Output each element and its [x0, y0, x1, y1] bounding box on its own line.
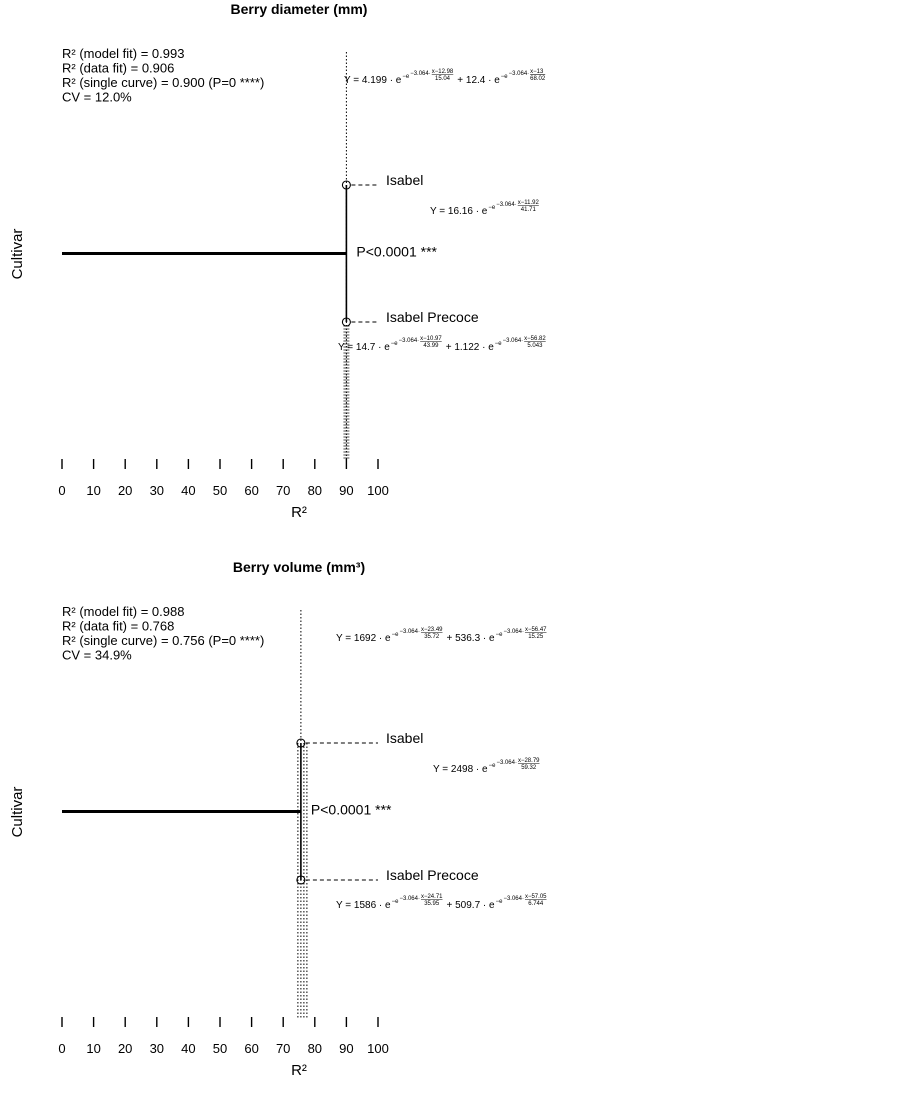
equation-term-2: + 509.7 · e	[446, 900, 495, 911]
x-tick-label-70: 70	[275, 483, 291, 498]
equation-rate-2: −3.064·	[502, 338, 524, 344]
x-tick-label-10: 10	[86, 483, 101, 498]
x-tick-label-80: 80	[307, 483, 323, 498]
stat-line-1: R² (data fit) = 0.906	[62, 60, 175, 76]
x-tick-label-50: 50	[212, 483, 228, 498]
equation-term-1: Y = 2498 · e	[433, 764, 488, 775]
chart-title: Berry diameter (mm)	[230, 1, 368, 17]
volume-chart	[0, 558, 902, 1078]
equation-rate-2: −3.064·	[508, 71, 530, 77]
x-tick-label-30: 30	[149, 483, 165, 498]
equation-exponent-1: −e	[391, 632, 399, 638]
equation-denominator-1: 35.95	[424, 901, 440, 907]
equation-denominator-2: 15.25	[528, 634, 544, 640]
isabel-precoce-equation	[338, 336, 546, 353]
equation-rate-1: −3.064·	[398, 338, 420, 344]
x-tick-label-10: 10	[86, 1041, 101, 1056]
equation-numerator-1: x−11.92	[517, 200, 539, 206]
x-tick-label-30: 30	[149, 1041, 165, 1056]
equation-numerator-1: x−23.49	[420, 627, 443, 633]
single-curve-equation	[336, 627, 547, 644]
cultivar-label-0: Isabel	[386, 172, 424, 188]
x-tick-label-70: 70	[275, 1041, 291, 1056]
equation-rate-2: −3.064·	[503, 896, 524, 902]
equation-term-2: + 536.3 · e	[446, 633, 495, 644]
x-tick-label-60: 60	[244, 1041, 259, 1056]
equation-rate-1: −3.064·	[399, 896, 420, 902]
equation-denominator-1: 15.04	[434, 76, 451, 82]
isabel-precoce-equation	[336, 894, 547, 911]
stat-line-2: R² (single curve) = 0.900 (P=0 ****)	[62, 75, 265, 90]
p-value-label: P<0.0001 ***	[310, 801, 392, 818]
x-tick-label-0: 0	[58, 483, 66, 498]
x-tick-label-80: 80	[307, 1041, 323, 1056]
equation-rate-2: −3.064·	[503, 629, 524, 635]
y-axis-label: Cultivar	[9, 228, 26, 280]
diameter-chart	[0, 0, 902, 520]
equation-exponent-1: −e	[402, 74, 410, 80]
equation-rate-1: −3.064·	[496, 760, 517, 766]
equation-denominator-1: 59.32	[521, 765, 537, 771]
equation-term-1: Y = 16.16 · e	[430, 206, 488, 217]
p-value-label: P<0.0001 ***	[356, 243, 437, 260]
equation-numerator-1: x−12.98	[431, 69, 454, 75]
equation-exponent-2: −e	[494, 341, 502, 347]
x-tick-label-100: 100	[367, 483, 389, 498]
y-axis-label: Cultivar	[9, 786, 26, 838]
equation-term-1: Y = 1586 · e	[336, 900, 391, 911]
stat-line-3: CV = 12.0%	[62, 89, 132, 105]
x-tick-label-40: 40	[181, 483, 196, 498]
equation-term-1: Y = 1692 · e	[336, 633, 391, 644]
equation-numerator-2: x−57.05	[524, 894, 547, 900]
equation-exponent-1: −e	[390, 341, 398, 347]
equation-exponent-1: −e	[391, 899, 399, 905]
equation-denominator-1: 43.99	[423, 343, 439, 349]
equation-exponent-2: −e	[495, 899, 503, 905]
equation-rate-1: −3.064·	[410, 71, 431, 77]
equation-denominator-1: 35.72	[424, 634, 440, 640]
isabel-equation	[430, 200, 539, 217]
cultivar-label-1: Isabel Precoce	[386, 309, 479, 325]
equation-term-2: + 12.4 · e	[457, 75, 500, 86]
equation-rate-1: −3.064·	[399, 629, 420, 635]
equation-numerator-2: x−13	[530, 69, 544, 75]
x-tick-label-50: 50	[212, 1041, 228, 1056]
chart-title: Berry volume (mm³)	[232, 559, 366, 575]
cultivar-label-0: Isabel	[386, 730, 424, 746]
x-tick-label-0: 0	[58, 1041, 66, 1056]
volume-panel	[0, 558, 902, 1097]
x-tick-label-60: 60	[244, 483, 259, 498]
x-axis-label: R²	[291, 504, 307, 521]
equation-term-1: Y = 4.199 · e	[344, 75, 402, 86]
stat-line-3: CV = 34.9%	[62, 647, 132, 663]
equation-denominator-2: 68.02	[530, 76, 546, 82]
stat-line-0: R² (model fit) = 0.988	[62, 604, 185, 619]
equation-denominator-1: 41.71	[520, 207, 536, 213]
equation-exponent-2: −e	[500, 74, 508, 80]
equation-term-1: Y = 14.7 · e	[338, 342, 390, 353]
x-tick-label-20: 20	[117, 1041, 133, 1056]
equation-denominator-2: 5.043	[527, 343, 543, 349]
diameter-panel	[0, 0, 902, 539]
equation-numerator-1: x−28.79	[517, 758, 540, 764]
equation-numerator-2: x−56.82	[524, 336, 546, 342]
isabel-equation	[433, 758, 540, 775]
equation-exponent-2: −e	[495, 632, 503, 638]
equation-denominator-2: 6.744	[528, 901, 544, 907]
x-tick-label-100: 100	[367, 1041, 389, 1056]
equation-term-2: + 1.122 · e	[445, 342, 494, 353]
x-tick-label-90: 90	[339, 1041, 354, 1056]
stat-line-1: R² (data fit) = 0.768	[62, 618, 175, 634]
cultivar-label-1: Isabel Precoce	[386, 867, 479, 883]
equation-numerator-2: x−56.47	[524, 627, 547, 633]
x-tick-label-40: 40	[181, 1041, 196, 1056]
equation-exponent-1: −e	[488, 205, 496, 211]
equation-rate-1: −3.064·	[496, 202, 517, 208]
stat-line-0: R² (model fit) = 0.993	[62, 46, 185, 61]
equation-numerator-1: x−24.71	[420, 894, 443, 900]
equation-exponent-1: −e	[488, 763, 496, 769]
stat-line-2: R² (single curve) = 0.756 (P=0 ****)	[62, 633, 265, 648]
equation-numerator-1: x−10.97	[420, 336, 442, 342]
x-tick-label-20: 20	[117, 483, 133, 498]
x-tick-label-90: 90	[339, 483, 354, 498]
single-curve-equation	[344, 69, 546, 86]
x-axis-label: R²	[291, 1062, 307, 1079]
